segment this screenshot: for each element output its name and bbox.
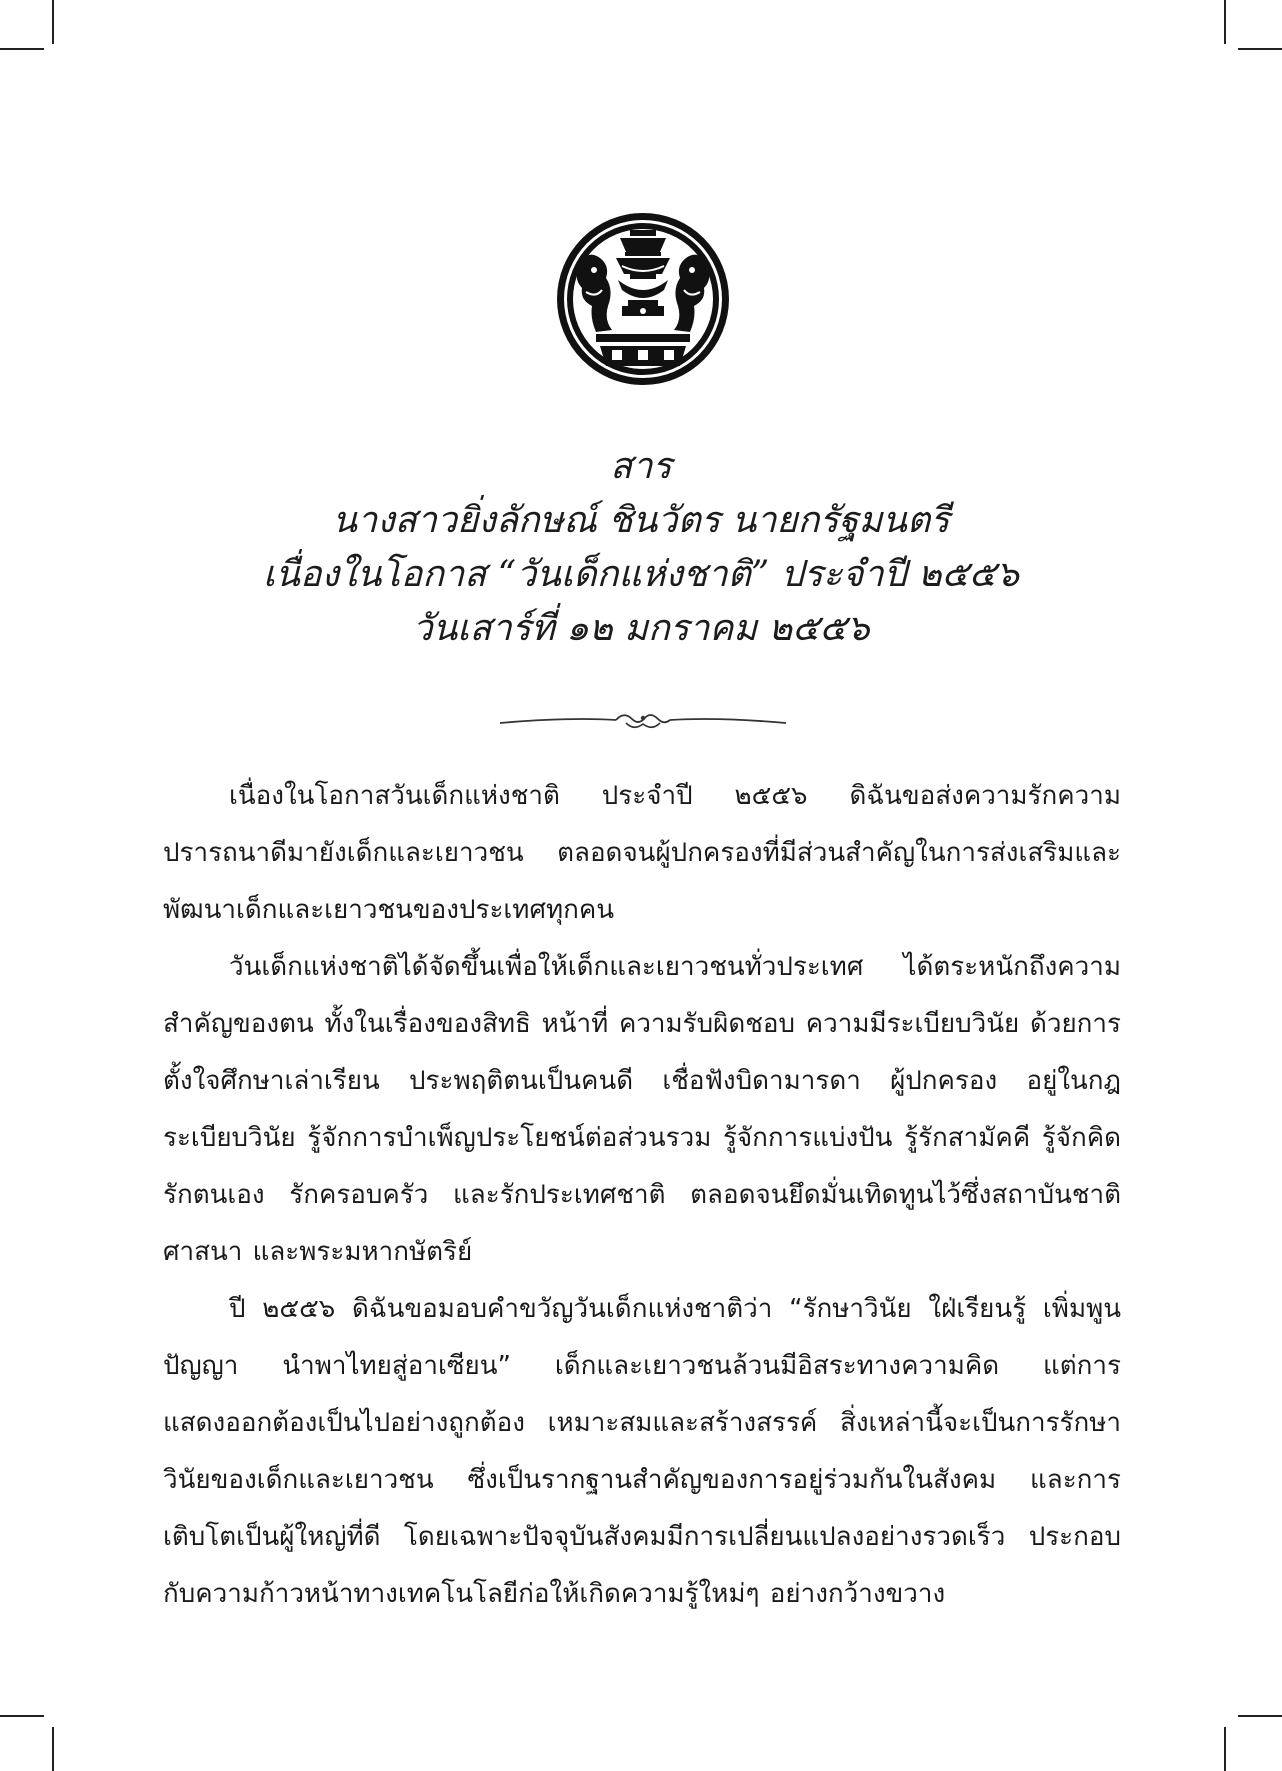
title-date: วันเสาร์ที่ ๑๒ มกราคม ๒๕๕๖: [412, 608, 870, 649]
title-author: นางสาวยิ่งลักษณ์ ชินวัตร นายกรัฐมนตรี: [332, 500, 950, 541]
message-title: [141, 440, 1141, 656]
crop-mark: [1224, 0, 1226, 44]
title-occasion: เนื่องในโอกาส “วันเด็กแห่งชาติ” ประจำปี ๒๕๕๖: [263, 554, 1019, 595]
title-heading: สาร: [610, 446, 672, 487]
crop-mark: [0, 1715, 44, 1717]
body-paragraph: ปี ๒๕๕๖ ดิฉันขอมอบคำขวัญวันเด็กแห่งชาติว่า “รักษาวินัย ใฝ่เรียนรู้ เพิ่มพูนปัญญา นำพาไทยสู่อาเซียน” เด็กและเยาวชนล้วนมีอิสระทางความคิด แต่การแสดงออกต้องเป็นไปอย่างถูกต้อง เหมาะสมและสร้างสรรค์ สิ่งเหล่านี้จะเป็นการรักษาวินัยของเด็กและเยาวชน ซึ่งเป็นรากฐานสำคัญของการอยู่ร่วมกันในสังคม และการเติบโตเป็นผู้ใหญ่ที่ดี โดยเฉพาะปัจจุบันสังคมมีการเปลี่ยนแปลงอย่างรวดเร็ว ประกอบกับความก้าวหน้าทางเทคโนโลยีก่อให้เกิดความรู้ใหม่ๆ อย่างกว้างขวาง: [163, 1294, 1121, 1609]
garuda-seal-icon: [556, 208, 730, 390]
crop-mark: [52, 1727, 54, 1771]
crop-mark: [1238, 1715, 1282, 1717]
crop-mark: [1238, 48, 1282, 50]
crop-mark: [0, 48, 44, 50]
message-body: [163, 768, 1121, 1623]
crop-mark: [1224, 1727, 1226, 1771]
crop-mark: [52, 0, 54, 44]
flourish-divider-icon: [498, 707, 788, 735]
body-paragraph: วันเด็กแห่งชาติได้จัดขึ้นเพื่อให้เด็กและเยาวชนทั่วประเทศ ได้ตระหนักถึงความสำคัญของตน ทั้งในเรื่องของสิทธิ หน้าที่ ความรับผิดชอบ ความมีระเบียบวินัย ด้วยการตั้งใจศึกษาเล่าเรียน ประพฤติตนเป็นคนดี เชื่อฟังบิดามารดา ผู้ปกครอง อยู่ในกฎระเบียบวินัย รู้จักการบำเพ็ญประโยชน์ต่อส่วนรวม รู้จักการแบ่งปัน รู้รักสามัคคี รู้จักคิด รักตนเอง รักครอบครัว และรักประเทศชาติ ตลอดจนยึดมั่นเทิดทูนไว้ซึ่งสถาบันชาติ ศาสนา และพระมหากษัตริย์: [163, 952, 1121, 1267]
body-paragraph: เนื่องในโอกาสวันเด็กแห่งชาติ ประจำปี ๒๕๕๖ ดิฉันขอส่งความรักความปรารถนาดีมายังเด็กและเยาวชน ตลอดจนผู้ปกครองที่มีส่วนสำคัญในการส่งเสริมและพัฒนาเด็กและเยาวชนของประเทศทุกคน: [163, 781, 1121, 925]
